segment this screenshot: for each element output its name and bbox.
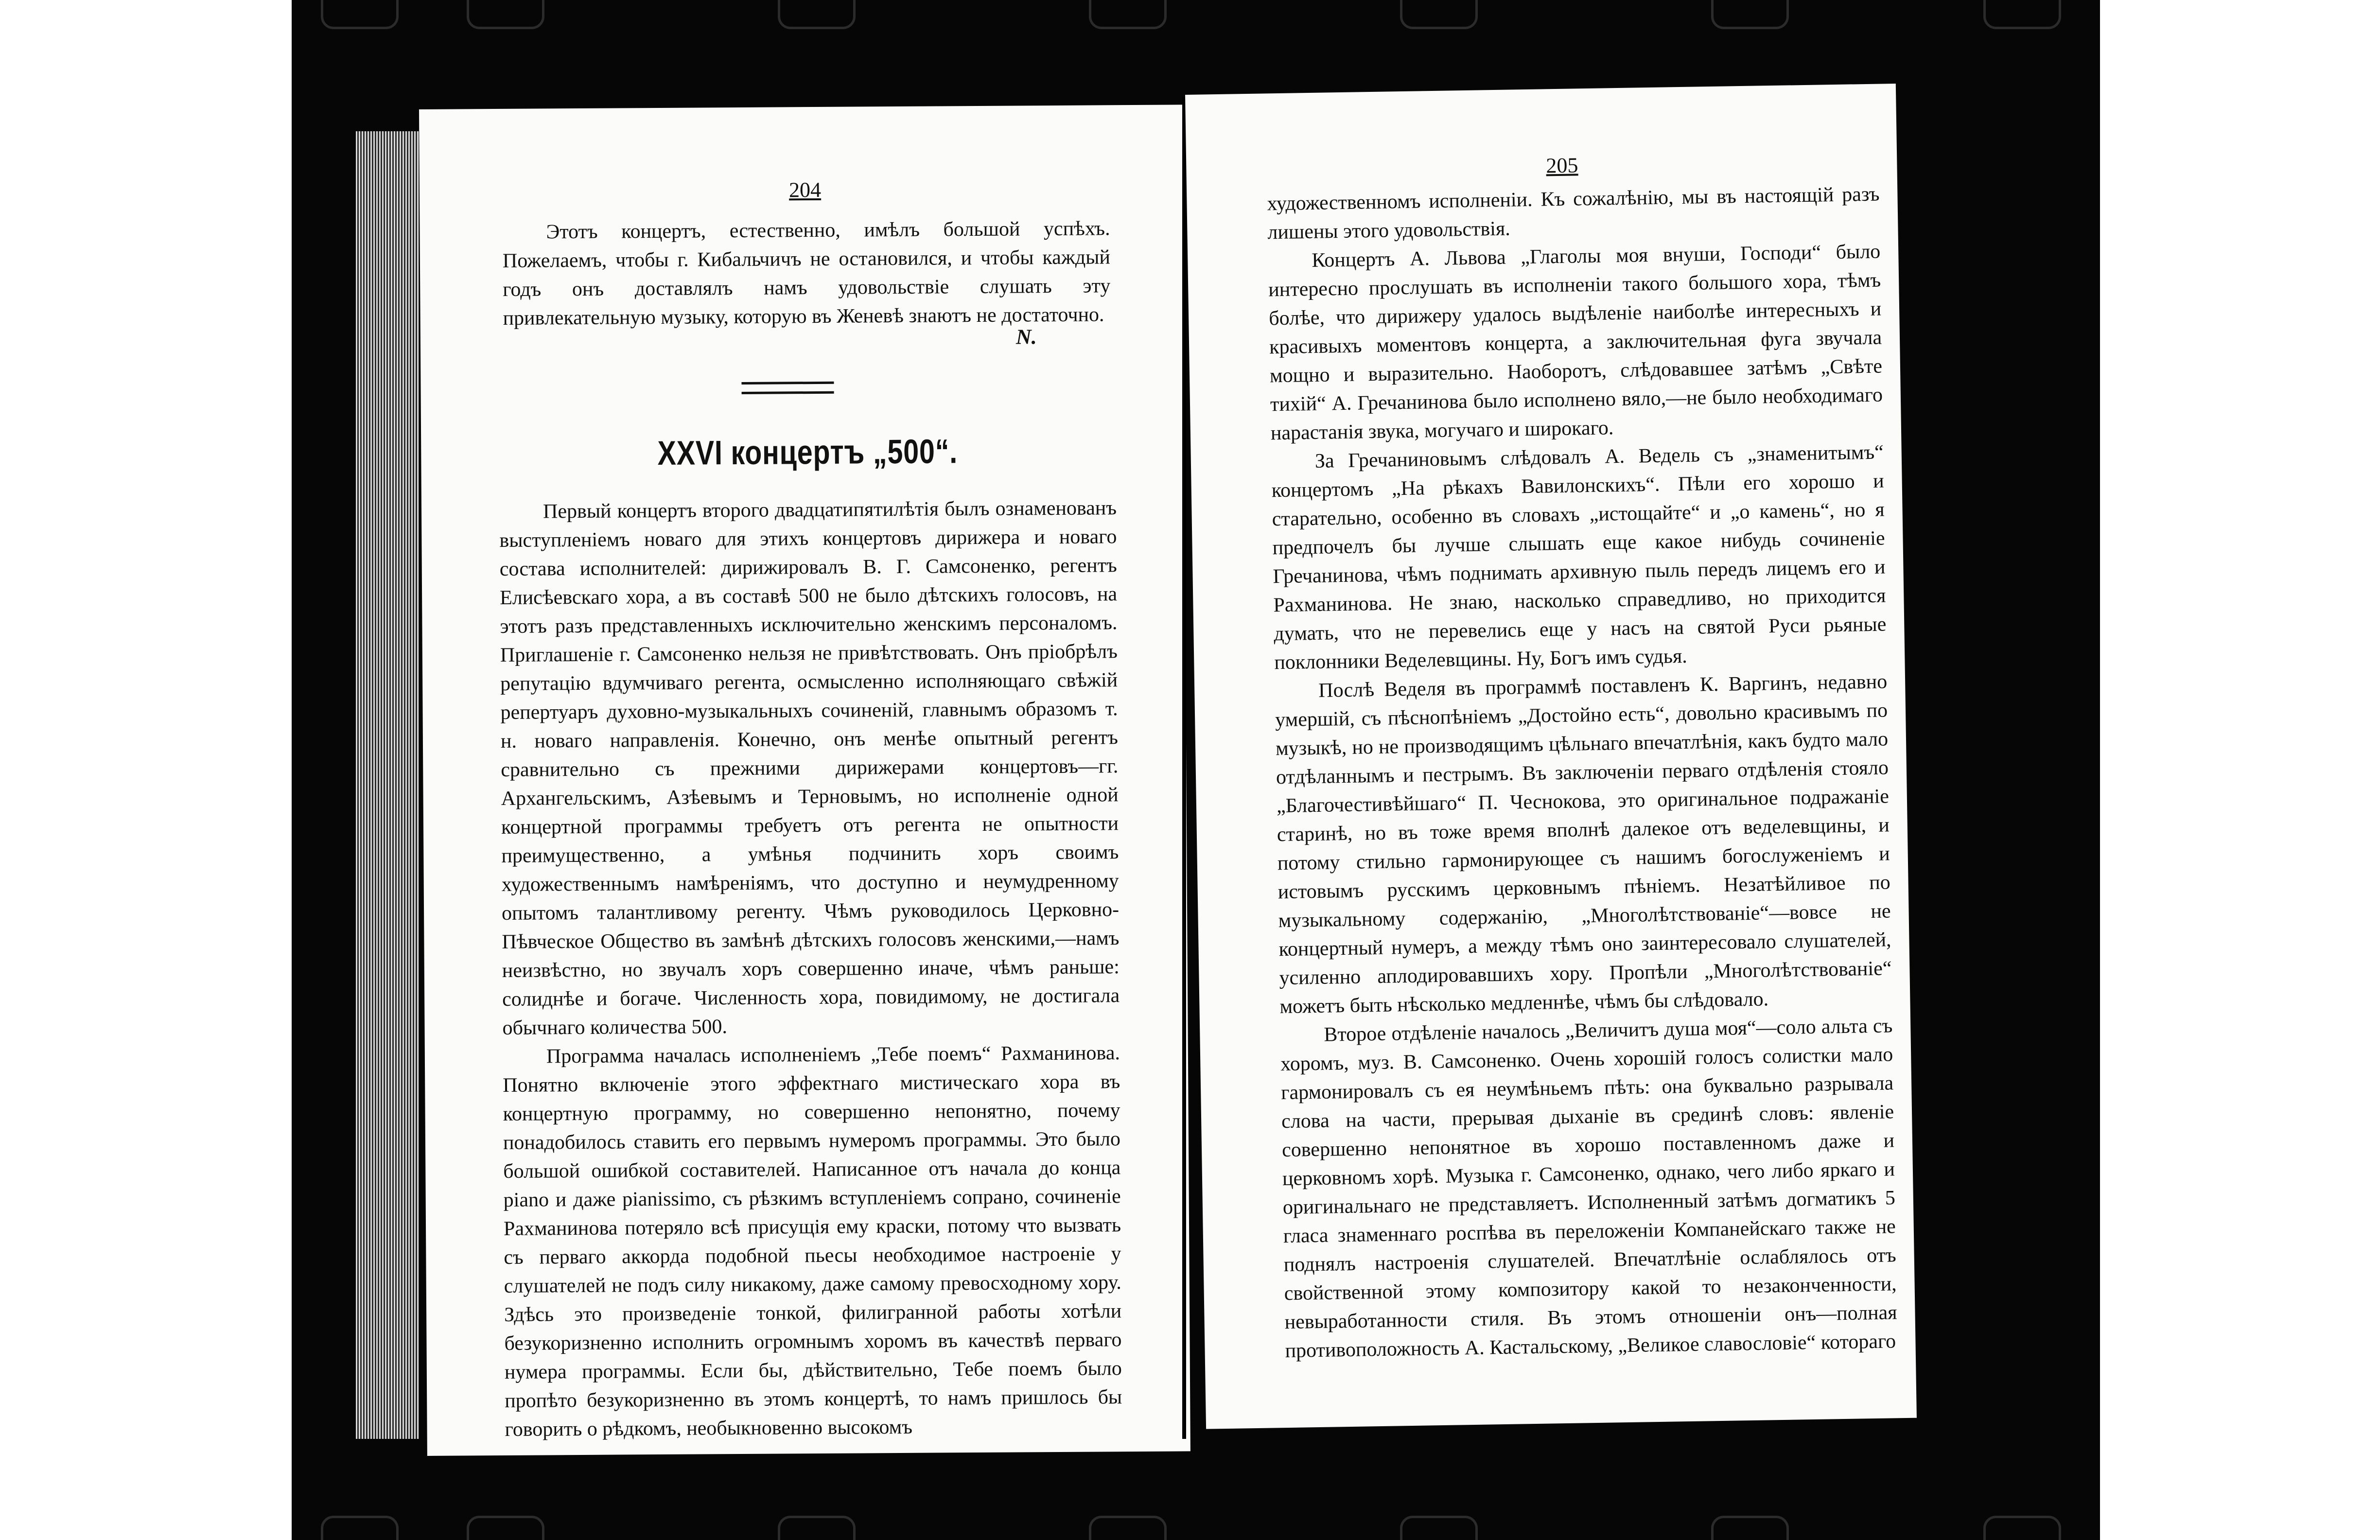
perforation [778,0,856,29]
paragraph: Второе отдѣленіе началось „Величитъ душа моя“—соло альта съ хоромъ, муз. В. Самсоненко. Очень хорошій голосъ солистки мало гармонировалъ съ ея неумѣньемъ пѣть: она буквально разрывала слова на части, прерывая дыханіе въ срединѣ словъ: явленіе совершенно непонятное въ хорошо поставленномъ даже и церковномъ хорѣ. Музыка г. Самсоненко, однако, чего либо яркаго и оригинальнаго не представляетъ. Исполненный затѣмъ догматикъ 5 гласа знаменнаго роспѣва въ переложеніи Компанейскаго также не поднялъ настроенія слушателей. Впечатлѣніе ослаблялось отъ свойственной этому композитору какой то незаконченности, невыработанности стиля. Въ этомъ отношеніи онъ—полная противоположность А. Кастальскому, „Великое славословіе“ котораго [1280,1015,1897,1363]
author-signature: N. [1015,325,1037,349]
perforation [1400,0,1478,29]
paragraph: Программа началась исполненіемъ „Тебе поемъ“ Рахманинова. Понятно включеніе этого эффектнаго мистическаго хора въ концертную программу, но совершенно непонятно, почему понадобилось ставить его первымъ нумеромъ программы. Это было большой ошибкой составителей. Написанное отъ начала до конца piano и даже pianissimo, съ рѣзкимъ вступленіемъ сопрано, сочиненіе Рахманинова потеряло всѣ присущія ему краски, потому что вызвать съ перваго аккорда подобной пьесы необходимое настроеніе у слушателей не подъ силу никакому, даже самому превосходному хору. Здѣсь это произведеніе тонкой, филигранной работы хотѣли безукоризненно исполнить огромнымъ хоромъ въ качествѣ перваго нумера программы. Если бы, дѣйствительно, Тебе поемъ было пропѣто безукоризненно въ этомъ концертѣ, то намъ пришлось бы говорить о рѣдкомъ, необыкновенно высокомъ [503,1042,1122,1441]
perforation [321,1516,399,1540]
perforation [1983,1516,2061,1540]
paragraph: За Гречаниновымъ слѣдовалъ А. Ведель съ „знаменитымъ“ концертомъ „На рѣкахъ Вавилонскихъ“. Пѣли его хорошо и старательно, особенно въ словахъ „истощайте“ и „о камень“, но я предпочелъ бы лучше слышать еще какое нибудь сочиненіе Гречанинова, чѣмъ поднимать архивную пыль передъ лицемъ его и Рахманинова. Не знаю, насколько справедливо, но приходится думать, что не перевелись еще у насъ на святой Руси рьяные поклонники Веделевщины. Ну, Богъ имъ судья. [1271,441,1887,674]
film-perforations-top [292,0,2100,58]
article-body [1267,180,1898,1365]
perforation [1089,0,1167,29]
paragraph: Концертъ А. Львова „Глаголы моя внуши, Господи“ было интересно прослушать въ исполненіи такого большого хора, тѣмъ болѣе, что дирижеру удалось выдѣленіе наиболѣе интересныхъ и красивыхъ моментовъ концерта, а заключительная фуга звучала мощно и выразительно. Наоборотъ, слѣдовавшее затѣмъ „Свѣте тихій“ А. Гречанинова было исполнено вяло,—не было необходимаго нарастанія звука, могучаго и широкаго. [1268,240,1883,445]
perforation [321,0,399,29]
opening-paragraph: Этотъ концертъ, естественно, имѣлъ большой успѣхъ. Пожелаемъ, чтобы г. Кибальчичъ не остановился, и чтобы каждый годъ онъ доставлялъ намъ удовольствіе слушать эту привлекательную музыку, которую въ Женевѣ знаютъ не достаточно. [502,217,1111,330]
perforation [467,1516,544,1540]
perforation [1400,1516,1478,1540]
perforation [1711,1516,1789,1540]
section-divider-rule [742,391,834,394]
right-page [1185,84,1917,1429]
continuation-paragraph: художественномъ исполненіи. Къ сожалѣнію, мы въ настоящій разъ лишены этого удовольствія. [1267,183,1880,244]
paragraph: Первый концертъ второго двадцатипятилѣтія былъ ознаменованъ выступленіемъ новаго для этихъ концертовъ дирижера и новаго состава исполнителей: дирижировалъ В. Г. Самсоненко, регентъ Елисѣевскаго хора, а въ составѣ 500 не было дѣтскихъ голосовъ, на этотъ разъ представленныхъ исключительно женскимъ персоналомъ. Приглашеніе г. Самсоненко нельзя не привѣтствовать. Онъ пріобрѣлъ репутацію вдумчиваго регента, осмысленно исполняющаго свѣжій репертуаръ духовно-музыкальныхъ сочиненій, главнымъ образомъ т. н. новаго направленія. Конечно, онъ менѣе опытный регентъ сравнительно съ прежними дирижерами концертовъ—гг. Архангельскимъ, Азѣевымъ и Терновымъ, но исполненіе одной концертной программы требуетъ отъ регента не опытности преимущественно, а умѣнья подчинить хоръ своимъ художественнымъ намѣреніямъ, что доступно и неумудренному опытомъ талантливому регенту. Чѣмъ руководилось Церковно-Пѣвческое Общество въ замѣнѣ дѣтскихъ голосовъ женскими,—намъ неизвѣстно, но звучалъ хоръ совершенно иначе, чѣмъ раньше: солиднѣе и богаче. Численность хора, повидимому, не достигала обычнаго количества 500. [499,497,1120,1039]
page-number: 204 [788,177,822,202]
left-page [419,105,1190,1456]
perforation [1711,0,1789,29]
book-page-edges [356,131,419,1439]
paragraph: Послѣ Веделя въ программѣ поставленъ К. Варгинъ, недавно умершій, съ пѣснопѣніемъ „Достойно есть“, довольно красивымъ по музыкѣ, но не производящимъ цѣльнаго впечатлѣнія, какъ будто мало отдѣланнымъ и пестрымъ. Въ заключеніи перваго отдѣленія стояло „Благочестивѣйшаго“ П. Чеснокова, это оригинальное подражаніе старинѣ, но въ тоже время вполнѣ далекое отъ веделевщины, и потому стильно гармонирующее съ нашимъ богослуженіемъ и истовымъ русскимъ церковнымъ пѣніемъ. Незатѣйливое по музыкальному содержанію, „Многолѣтствованіе“—вовсе не концертный нумеръ, а между тѣмъ оно заинтересовало слушателей, усиленно аплодировавшихъ хору. Пропѣли „Многолѣтствованіе“ можетъ быть нѣсколько медленнѣе, чѣмъ бы слѣдовало. [1275,670,1892,1018]
film-perforations-bottom [292,1482,2100,1540]
perforation [778,1516,856,1540]
article-body [499,494,1122,1444]
book-gutter [1182,97,1186,1439]
perforation [1983,0,2061,29]
scanned-book-spread [292,0,2100,1540]
perforation [467,0,544,29]
perforation [1089,1516,1167,1540]
section-heading: XXVI концертъ „500“. [657,432,958,472]
opening-paragraph-block [502,214,1110,333]
section-divider-rule [741,382,834,385]
page-number: 205 [1545,153,1578,178]
